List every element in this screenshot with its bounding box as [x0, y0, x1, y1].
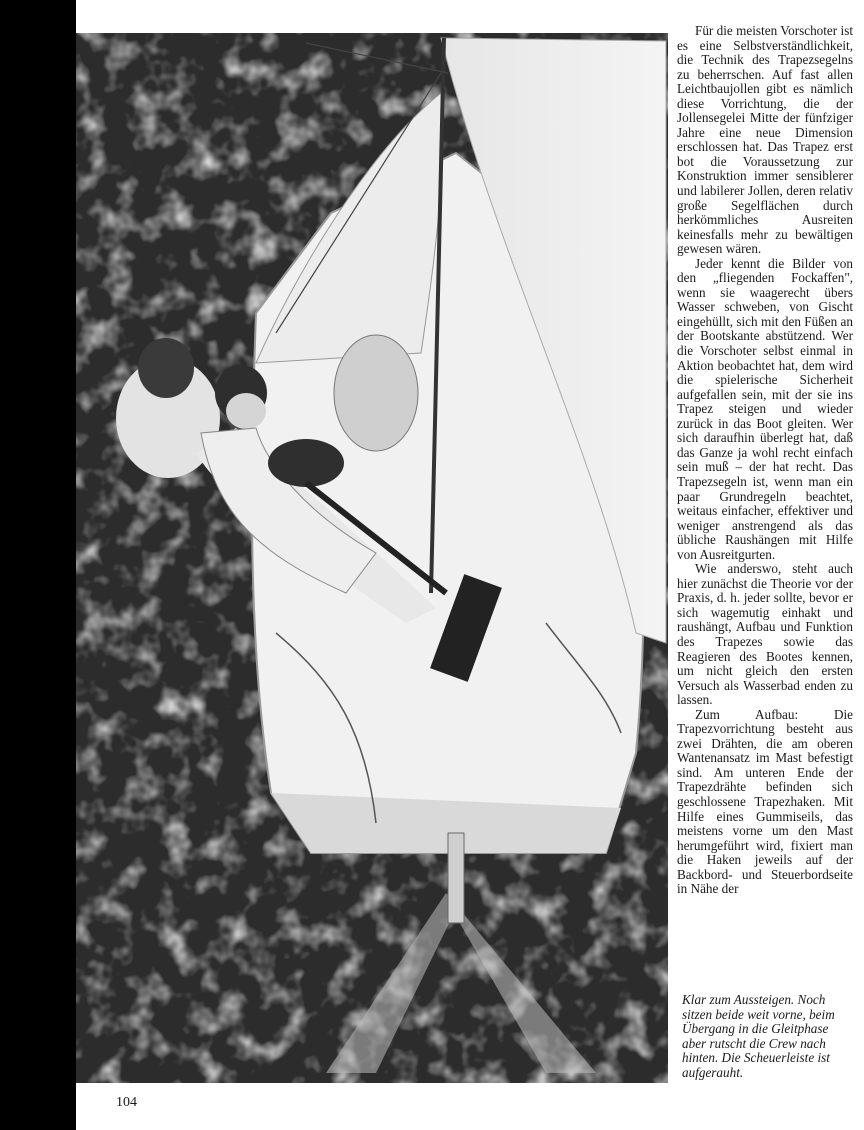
sailing-dinghy-photo — [76, 33, 668, 1083]
page-number: 104 — [116, 1095, 137, 1110]
article-paragraph: Wie anderswo, steht auch hier zunächst die Theorie vor der Praxis, d. h. jeder sollte, bevor er sich wagemutig einhakt und raushängt, Aufbau und Funktion des Trapezes sowie das Reagieren des Bootes kennen, um nicht gleich den ersten Versuch als Wasserbad enden zu lassen. — [677, 561, 853, 708]
article-paragraph: Zum Aufbau: Die Trapezvorrichtung besteht aus zwei Drähten, die am oberen Wantenansatz im Mast befestigt sind. Am unteren Ende der Trapezdrähte befinden sich geschlossene Trapezhaken. Mit Hilfe eines Gummiseils, das meistens vorne um den Mast herumgeführt wird, fixiert man die Haken jeweils auf der Backbord- und Steuerbordseite in Nähe der — [677, 706, 853, 897]
page-binding-edge — [0, 0, 76, 1130]
photo-caption: Klar zum Aussteigen. Noch sitzen beide weit vorne, beim Übergang in die Gleitphase aber rutscht die Crew nach hinten. Die Scheuerleiste ist aufgerauht. — [682, 992, 835, 1080]
article-paragraph: Jeder kennt die Bilder von den „fliegenden Fockaffen", wenn sie waagerecht übers Wasser schweben, von Gischt eingehüllt, sich mit den Füßen an der Bootskante abstützend. Wer die Vorschoter selbst einmal in Aktion beobachtet hat, dem wird die spielerische Sicherheit aufgefallen sein, mit der sie ins Trapez steigen und wieder zurück in das Boot gleiten. Wer sich daraufhin überlegt hat, daß das Ganze ja wohl recht einfach sein muß – der hat recht. Das Trapezsegeln ist, wenn man ein paar Grundregeln beachtet, weitaus einfacher, effektiver und weniger anstrengend als das übliche Raushängen mit Hilfe von Ausreitgurten. — [677, 255, 853, 562]
article-paragraph: Für die meisten Vorschoter ist es eine Selbstverständlichkeit, die Technik des Trapezsegelns zu beherrschen. Auf fast allen Leichtbaujollen gibt es nämlich diese Vorrichtung, die der Jollensegelei Mitte der fünfziger Jahre eine neue Dimension erschlossen hat. Das Trapez erst bot die Voraussetzung zur Konstruktion immer sensiblerer und labilerer Jollen, deren relativ große Segelflächen durch herkömmliches Ausreiten keinesfalls mehr zu bewältigen gewesen wären. — [677, 23, 853, 257]
article-body — [677, 24, 853, 897]
